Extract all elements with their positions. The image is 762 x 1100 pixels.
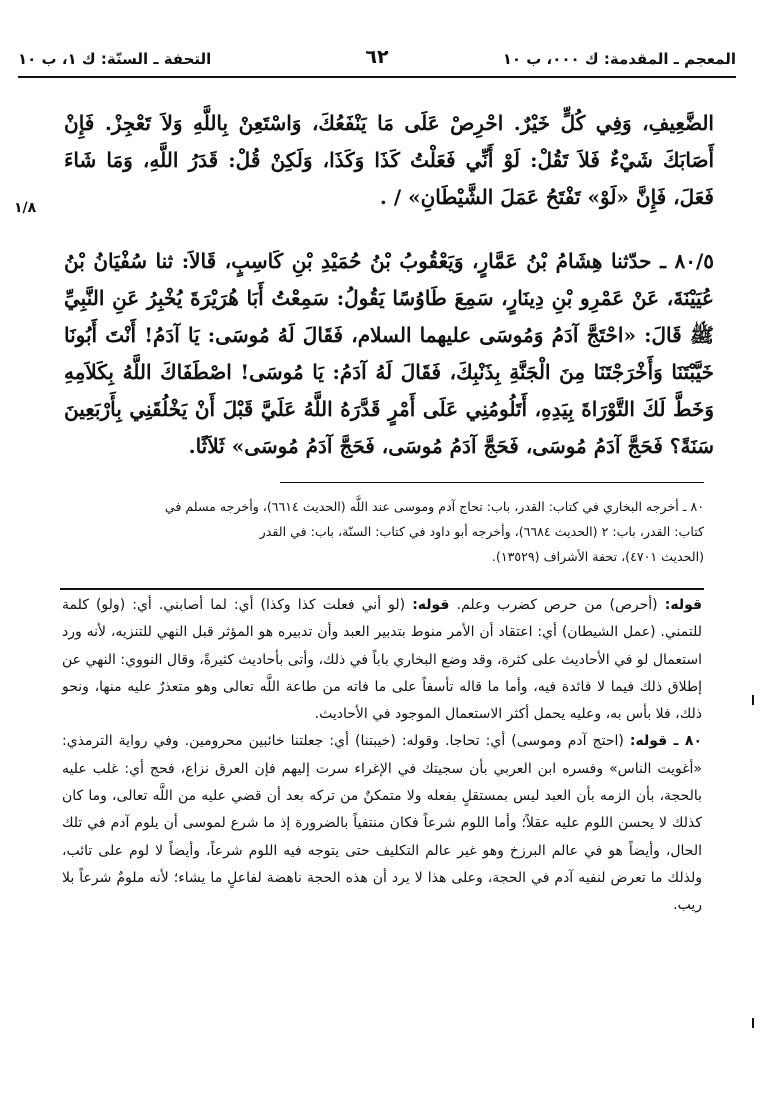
commentary-label: قوله: <box>664 597 703 613</box>
hadith-80-text <box>64 243 714 465</box>
hadith-paragraph: ٨٠/٥ ـ حدّثنا هِشَامُ بْنُ عَمَّارٍ، وَيَعْقُوبُ بْنُ حُمَيْدِ بْنِ كَاسِبٍ، قَالاَ: ثنا سُفْيَانُ بْنُ عُيَيْنَةَ، عَنْ عَمْرِو بْنِ دِينَارٍ، سَمِعَ طَاوُسًا يَقُولُ: سَمِعْتُ أَبَا هُرَيْرَةَ يُخْبِرُ عَنِ النَّبِيِّ ﷺ قَالَ: «احْتَجَّ آدَمُ وَمُوسَى عليهما السلام، فَقَالَ لَهُ مُوسَى: يَا آدَمُ! أَنْتَ أَبُونَا خَيَّبْتَنَا وَأَخْرَجْتَنَا مِنَ الْجَنَّةِ بِذَنْبِكَ، فَقَالَ لَهُ آدَمُ: يَا مُوسَى! اصْطَفَاكَ اللَّهُ بِكَلاَمِهِ وَخَطَّ لَكَ التَّوْرَاةَ بِيَدِهِ، أَتَلُومُنِي عَلَى أَمْرٍ قَدَّرَهُ اللَّهُ عَلَيَّ قَبْلَ أَنْ يَخْلُقَنِي بِأَرْبَعِينَ سَنَةً؟ فَحَجَّ آدَمُ مُوسَى، فَحَجَّ آدَمُ مُوسَى، فَحَجَّ آدَمُ مُوسَى» ثَلاَثًا. <box>64 249 715 458</box>
footnote-line: (الحديث ٤٧٠١)، تحفة الأشراف (١٣٥٢٩). <box>491 549 704 564</box>
header-left-reference: التحفة ـ السنّة: ك ١، ب ١٠ <box>18 50 212 68</box>
page-number: ٦٢ <box>365 46 389 68</box>
page-header <box>18 44 736 74</box>
header-rule <box>18 76 736 78</box>
hadith-paragraph: الضَّعِيفِ، وَفِي كُلٍّ خَيْرٌ. احْرِصْ عَلَى مَا يَنْفَعُكَ، وَاسْتَعِنْ بِاللَّهِ وَلاَ تَعْجِزْ. فَإِنْ أَصَابَكَ شَيْءٌ فَلاَ تَقُلْ: لَوْ أَنِّي فَعَلْتُ كَذَا وَكَذَا، وَلَكِنْ قُلْ: قَدَرُ اللَّهِ، وَمَا شَاءَ فَعَلَ، فَإِنَّ «لَوْ» تَفْتَحُ عَمَلَ الشَّيْطَانِ» / . <box>64 111 714 209</box>
commentary-label: قوله: <box>412 597 450 613</box>
commentary-text: وفي رواية الترمذي: «أغويت الناس» وفسره ابن العربي بأن سجيتك في الإغراء سرت إليهم فإن العرق نزاع، فحج أي: غلب عليه بالحجة، بأن الزمه بأن العبد ليس بمستقلٍ بفعله ولا متمكنٌ من تركه بعد أن قضي عليه من اللَّه تعالى، وما كان كذلك لا يحسن اللوم عليه عقلاً؛ وأما اللوم شرعاً فكان منتفياً بالضرورة إذ ما شرع لموسى أن يلوم آدم في تلك الحال، وأيضاً هو في عالم البرزخ وهو غير عالم التكليف حتى يتوجه فيه اللوم شرعاً، وأيضاً لا لوم على تائب، ولذلك ما تعرض لنفيه آدم في الحجة، وعلى هذا لا يرد أن هذه الحجة ناهضة لفاعلٍ ما يشاء؛ لأنه ملومٌ شرعاً بلا ريب. <box>62 733 702 914</box>
hadith-text-continuation <box>64 105 714 216</box>
takhrij-footnote <box>62 494 704 569</box>
scan-mark <box>752 695 754 705</box>
footnote-line: ٨٠ ـ أخرجه البخاري في كتاب: القدر، باب: تحاج آدم وموسى عند اللَّه (الحديث ٦٦١٤)، وأخرجه مسلم في <box>164 499 704 514</box>
commentary-paragraph <box>62 592 702 728</box>
commentary-text: (احتج آدم وموسى) أي: تحاجا. وقوله: (خيبتنا) أي: جعلتنا خائبين محرومين. <box>184 733 624 750</box>
commentary-text: أي: (ولو) كلمة للتمني. (عمل الشيطان) أي: اعتقاد أن الأمر منوط بتدبير العبد وأن تدبيره هو المؤثر قبل النهي للتنزيه، لأنه ورد استعمال لو في الأحاديث على كثرة، وقد وضع البخاري باباً في ذلك، وأتى بأحاديث كثيرةً، وقال النووي: النهي عن إطلاق ذلك فيما لا فائدة فيه، وأما ما قاله تأسفاً على ما فاته من طاعة اللَّه تعالى وهو متعذرٌ عليه منها، ونحو ذلك، فلا بأس به، وعليه يحمل أكثر الاستعمال الموجود في الأحاديث. <box>61 597 702 723</box>
footnote-separator <box>280 482 704 483</box>
commentary-text: (لو أني فعلت كذا وكذا) أي: لما أصابني. <box>158 597 406 613</box>
commentary-paragraph <box>62 728 702 919</box>
commentary-separator <box>60 588 704 590</box>
scan-mark <box>752 1018 754 1028</box>
commentary-label: ٨٠ ـ قوله: <box>629 733 703 750</box>
footnote-line: كتاب: القدر، باب: ٢ (الحديث ٦٦٨٤)، وأخرجه أبو داود في كتاب: السنّة، باب: في القدر <box>259 524 704 539</box>
margin-page-reference: ١/٨ <box>14 200 37 216</box>
commentary <box>62 592 702 920</box>
commentary-text: (أحرص) من حرص كضرب وعلم. <box>456 597 658 613</box>
header-right-reference: المعجم ـ المقدمة: ك ٠٠٠، ب ١٠ <box>502 50 736 68</box>
